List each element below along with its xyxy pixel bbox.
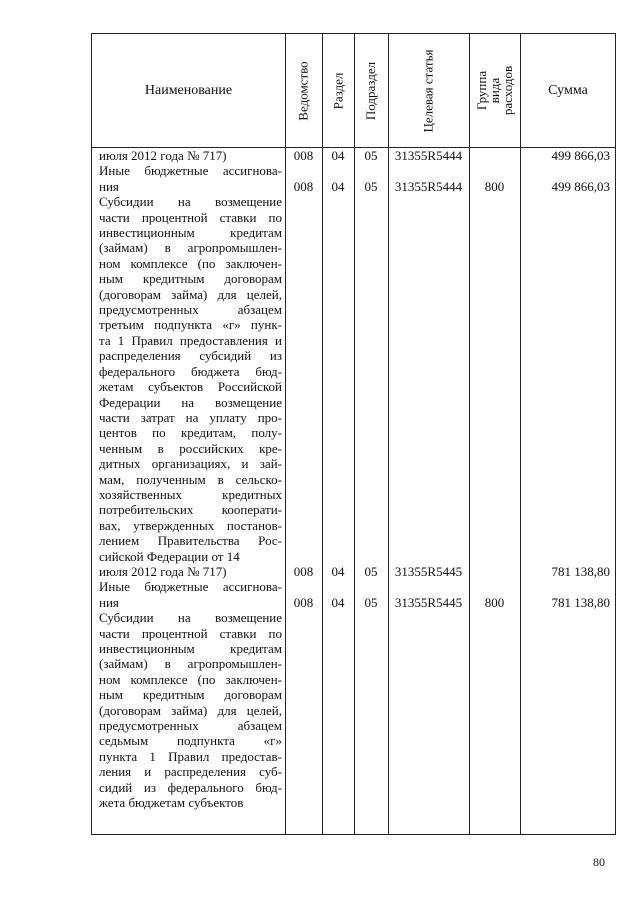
name-line: центов по кредитам, полу-: [99, 425, 282, 441]
summa-cell: 499 866,03: [551, 148, 610, 163]
name-line: (займам) в агропромышлен-: [99, 656, 282, 672]
vid-rashodov-cell: 800: [484, 178, 505, 194]
name-line: мам, полученным в сельско-: [99, 471, 282, 487]
header-summa: Сумма: [548, 82, 588, 98]
summa-cell: 499 866,03: [551, 178, 610, 194]
name-line: сийской Федерации от 14: [99, 548, 240, 564]
name-line: лением Правительства Рос-: [99, 533, 282, 549]
summa-cell: 781 138,80: [551, 594, 610, 610]
razdel-cell: 04: [331, 148, 345, 163]
name-line: распределения субсидий из: [99, 348, 282, 364]
name-line: потребительских кооперати-: [99, 502, 282, 518]
tselevaya-statya-cell: 31355R5445: [394, 594, 463, 610]
vedomstvo-cell: 008: [293, 594, 314, 610]
name-line: та 1 Правил предоставления и: [99, 332, 282, 348]
summa-cell: 781 138,80: [551, 563, 610, 579]
podrazdel-cell: 05: [364, 594, 378, 610]
budget-table: [91, 33, 616, 835]
podrazdel-cell: 05: [364, 178, 378, 194]
name-line: хозяйственных кредитных: [99, 486, 282, 502]
vedomstvo-cell: 008: [293, 178, 314, 194]
name-line: июля 2012 года № 717): [99, 563, 227, 579]
name-line: ления и распределения суб-: [99, 764, 282, 780]
name-line: инвестиционным кредитам: [99, 225, 282, 241]
name-line: ном комплексе (по заключен-: [99, 255, 282, 271]
name-line: июля 2012 года № 717): [99, 148, 227, 163]
name-line: Федерации на возмещение: [99, 394, 282, 410]
header-name: Наименование: [144, 82, 233, 98]
name-line: ном комплексе (по заключен-: [99, 671, 282, 687]
name-line: части процентной ставки по: [99, 209, 282, 225]
name-line: ния: [99, 178, 119, 194]
razdel-cell: 04: [331, 563, 345, 579]
header-gruppa-vida-rashodov: Группа вида расходов: [474, 65, 515, 116]
tselevaya-statya-cell: 31355R5444: [394, 148, 463, 163]
name-line: (займам) в агропромышлен-: [99, 240, 282, 256]
vedomstvo-cell: 008: [293, 148, 314, 163]
name-line: ным кредитным договорам: [99, 271, 282, 287]
name-line: части затрат на уплату про-: [99, 409, 282, 425]
name-line: Иные бюджетные ассигнова-: [99, 163, 282, 179]
name-line: Иные бюджетные ассигнова-: [99, 579, 282, 595]
tselevaya-statya-cell: 31355R5445: [394, 563, 463, 579]
header-vedomstvo: Ведомство: [295, 60, 311, 121]
name-line: ным кредитным договорам: [99, 687, 282, 703]
name-column-text: [99, 148, 282, 810]
name-line: третьим подпункта «г» пунк-: [99, 317, 282, 333]
name-line: сидий из федерального бюд-: [99, 779, 282, 795]
name-line: дитных организациях, и зай-: [99, 456, 282, 472]
razdel-cell: 04: [331, 594, 345, 610]
vedomstvo-cell: 008: [293, 563, 314, 579]
name-line: вах, утвержденных постанов-: [99, 517, 282, 533]
name-line: части процентной ставки по: [99, 625, 282, 641]
name-line: федерального бюджета бюд-: [99, 363, 282, 379]
header-podrazdel: Подраздел: [363, 61, 379, 120]
name-line: ния: [99, 594, 119, 610]
name-line: седьмым подпункта «г»: [99, 733, 282, 749]
name-line: пункта 1 Правил предостав-: [99, 748, 282, 764]
header-razdel: Раздел: [330, 72, 345, 109]
name-line: (договорам займа) для целей,: [99, 702, 282, 718]
name-line: инвестиционным кредитам: [99, 641, 282, 656]
name-line: предусмотренных абзацем: [99, 718, 282, 734]
name-line: Субсидии на возмещение: [99, 194, 282, 210]
podrazdel-cell: 05: [364, 148, 378, 163]
name-line: (договорам займа) для целей,: [99, 286, 282, 302]
column-divider: [469, 34, 470, 834]
name-line: жетам субъектов Российской: [99, 379, 282, 395]
vid-rashodov-cell: 800: [484, 594, 505, 610]
podrazdel-cell: 05: [364, 563, 378, 579]
header-tselevaya-statya: Целевая статья: [420, 48, 436, 133]
name-line: жета бюджетам субъектов: [99, 795, 244, 811]
name-line: предусмотренных абзацем: [99, 302, 282, 318]
tselevaya-statya-cell: 31355R5444: [394, 178, 463, 194]
razdel-cell: 04: [331, 178, 345, 194]
name-line: ченным в российских кре-: [99, 440, 282, 456]
name-line: Субсидии на возмещение: [99, 610, 282, 626]
page-number: 80: [593, 855, 605, 869]
